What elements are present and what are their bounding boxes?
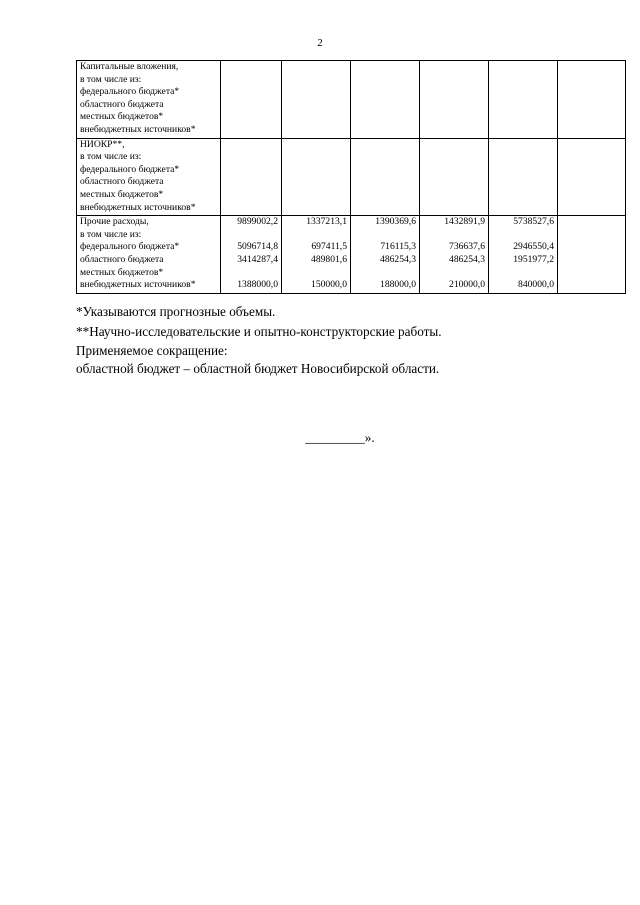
value-line: 486254,3 xyxy=(449,253,485,265)
footnote-forecast: *Указываются прогнозные объемы. xyxy=(76,304,276,319)
value-line xyxy=(423,202,485,215)
footnotes xyxy=(76,302,442,342)
row-label-line: в том числе из: xyxy=(80,228,142,240)
value-line: 489801,6 xyxy=(311,253,347,265)
value-line: 486254,3 xyxy=(380,253,416,265)
value-line xyxy=(561,229,622,242)
value-line xyxy=(285,202,347,215)
value-line xyxy=(285,86,347,99)
row-label xyxy=(77,61,221,139)
value-line xyxy=(492,86,554,99)
value-line xyxy=(224,176,278,189)
value-line xyxy=(561,279,622,292)
row-label-line: федерального бюджета* xyxy=(80,241,180,253)
value-line xyxy=(561,267,622,280)
row-label xyxy=(77,216,221,294)
value-line: 3414287,4 xyxy=(237,253,278,265)
value-cell xyxy=(420,61,489,139)
value-line xyxy=(561,202,622,215)
value-line xyxy=(224,229,278,242)
value-line xyxy=(224,267,278,280)
value-line xyxy=(561,61,622,74)
abbreviation-block xyxy=(76,342,439,377)
table-row xyxy=(77,138,626,216)
value-line: 188000,0 xyxy=(380,279,416,291)
value-cell xyxy=(558,138,626,216)
value-cell xyxy=(282,138,351,216)
row-label-line: в том числе из: xyxy=(80,151,142,163)
budget-table xyxy=(76,60,626,294)
value-line xyxy=(354,151,416,164)
value-line xyxy=(423,86,485,99)
value-line xyxy=(561,86,622,99)
value-line xyxy=(224,139,278,152)
value-line xyxy=(561,176,622,189)
value-line xyxy=(492,267,554,280)
value-line xyxy=(224,111,278,124)
value-line xyxy=(492,176,554,189)
value-line xyxy=(224,99,278,112)
value-line xyxy=(224,86,278,99)
value-cell xyxy=(489,216,558,294)
value-line xyxy=(354,124,416,137)
value-line xyxy=(354,111,416,124)
value-line: 1951977,2 xyxy=(513,253,554,265)
value-line xyxy=(285,229,347,242)
value-line xyxy=(285,124,347,137)
value-line xyxy=(423,176,485,189)
row-label xyxy=(77,138,221,216)
value-line xyxy=(423,111,485,124)
value-line xyxy=(354,86,416,99)
row-label-line: местных бюджетов* xyxy=(80,111,164,123)
row-label-line: НИОКР**, xyxy=(80,138,125,150)
value-line xyxy=(224,151,278,164)
value-cell xyxy=(221,216,282,294)
value-line xyxy=(354,267,416,280)
row-label-line: областного бюджета xyxy=(80,176,164,188)
value-line xyxy=(285,189,347,202)
value-line xyxy=(354,229,416,242)
value-cell xyxy=(351,61,420,139)
value-cell xyxy=(489,61,558,139)
row-label-line: местных бюджетов* xyxy=(80,266,164,278)
footnote-niokr: **Научно-исследовательские и опытно-конструкторские работы. xyxy=(76,324,442,339)
row-label-line: внебюджетных источников* xyxy=(80,123,196,135)
value-line: 2946550,4 xyxy=(513,241,554,253)
value-line: 5738527,6 xyxy=(513,216,554,228)
table-row xyxy=(77,216,626,294)
value-cell xyxy=(221,138,282,216)
value-line: 716115,3 xyxy=(380,241,416,253)
value-line xyxy=(224,74,278,87)
value-line xyxy=(423,99,485,112)
value-line: 1388000,0 xyxy=(237,279,278,291)
row-label-line: областного бюджета xyxy=(80,98,164,110)
value-line: 1432891,9 xyxy=(444,216,485,228)
value-line xyxy=(423,74,485,87)
value-line xyxy=(224,202,278,215)
page-number: 2 xyxy=(317,37,323,49)
value-line: 5096714,8 xyxy=(237,241,278,253)
value-line xyxy=(354,139,416,152)
value-cell xyxy=(558,216,626,294)
value-cell xyxy=(282,61,351,139)
value-line xyxy=(492,111,554,124)
value-line xyxy=(561,216,622,229)
value-line xyxy=(285,151,347,164)
value-line: 697411,5 xyxy=(311,241,347,253)
value-line xyxy=(285,111,347,124)
value-line xyxy=(561,139,622,152)
value-line xyxy=(354,99,416,112)
row-label-line: Капитальные вложения, xyxy=(80,61,179,72)
value-line xyxy=(224,164,278,177)
value-line xyxy=(561,124,622,137)
value-line: 210000,0 xyxy=(449,279,485,291)
table-row xyxy=(77,61,626,139)
value-line xyxy=(354,176,416,189)
value-line xyxy=(285,139,347,152)
value-cell xyxy=(221,61,282,139)
value-cell xyxy=(282,216,351,294)
closing-mark: _________». xyxy=(305,430,375,445)
row-label-line: внебюджетных источников* xyxy=(80,201,196,213)
value-line: 150000,0 xyxy=(311,279,347,291)
value-line: 1337213,1 xyxy=(306,216,347,228)
value-line xyxy=(492,139,554,152)
value-line xyxy=(285,176,347,189)
value-line xyxy=(561,111,622,124)
value-line xyxy=(561,151,622,164)
value-line xyxy=(492,229,554,242)
value-line xyxy=(492,164,554,177)
value-line: 736637,6 xyxy=(449,241,485,253)
row-label-line: внебюджетных источников* xyxy=(80,279,196,291)
value-line xyxy=(423,267,485,280)
value-line xyxy=(423,61,485,74)
value-line xyxy=(423,189,485,202)
row-label-line: в том числе из: xyxy=(80,73,142,85)
value-line xyxy=(561,74,622,87)
value-line xyxy=(354,61,416,74)
value-line xyxy=(492,151,554,164)
value-line xyxy=(285,99,347,112)
row-label-line: областного бюджета xyxy=(80,253,164,265)
value-line xyxy=(561,99,622,112)
value-line xyxy=(224,61,278,74)
abbreviation-heading: Применяемое сокращение: xyxy=(76,343,228,358)
value-line xyxy=(492,124,554,137)
value-line xyxy=(224,189,278,202)
value-cell xyxy=(351,216,420,294)
row-label-line: федерального бюджета* xyxy=(80,163,180,175)
value-line xyxy=(561,254,622,267)
value-line xyxy=(354,202,416,215)
value-line xyxy=(492,99,554,112)
value-line xyxy=(354,74,416,87)
value-line xyxy=(285,74,347,87)
value-line xyxy=(561,164,622,177)
value-line xyxy=(423,124,485,137)
value-line xyxy=(423,151,485,164)
value-line: 840000,0 xyxy=(518,279,554,291)
value-line xyxy=(285,164,347,177)
value-line xyxy=(492,74,554,87)
value-line xyxy=(492,61,554,74)
row-label-line: Прочие расходы, xyxy=(80,216,149,228)
value-line: 9899002,2 xyxy=(237,216,278,228)
value-cell xyxy=(351,138,420,216)
value-cell xyxy=(489,138,558,216)
value-line xyxy=(423,229,485,242)
value-line xyxy=(561,189,622,202)
value-line xyxy=(423,139,485,152)
value-line xyxy=(423,164,485,177)
value-line: 1390369,6 xyxy=(375,216,416,228)
value-line xyxy=(561,241,622,254)
value-line xyxy=(224,124,278,137)
value-line xyxy=(492,189,554,202)
value-cell xyxy=(420,216,489,294)
value-line xyxy=(354,189,416,202)
row-label-line: местных бюджетов* xyxy=(80,188,164,200)
value-cell xyxy=(558,61,626,139)
value-line xyxy=(354,164,416,177)
value-line xyxy=(492,202,554,215)
row-label-line: федерального бюджета* xyxy=(80,86,180,98)
abbreviation-text: областной бюджет – областной бюджет Новосибирской области. xyxy=(76,360,440,376)
value-line xyxy=(285,267,347,280)
value-line xyxy=(285,61,347,74)
value-cell xyxy=(420,138,489,216)
